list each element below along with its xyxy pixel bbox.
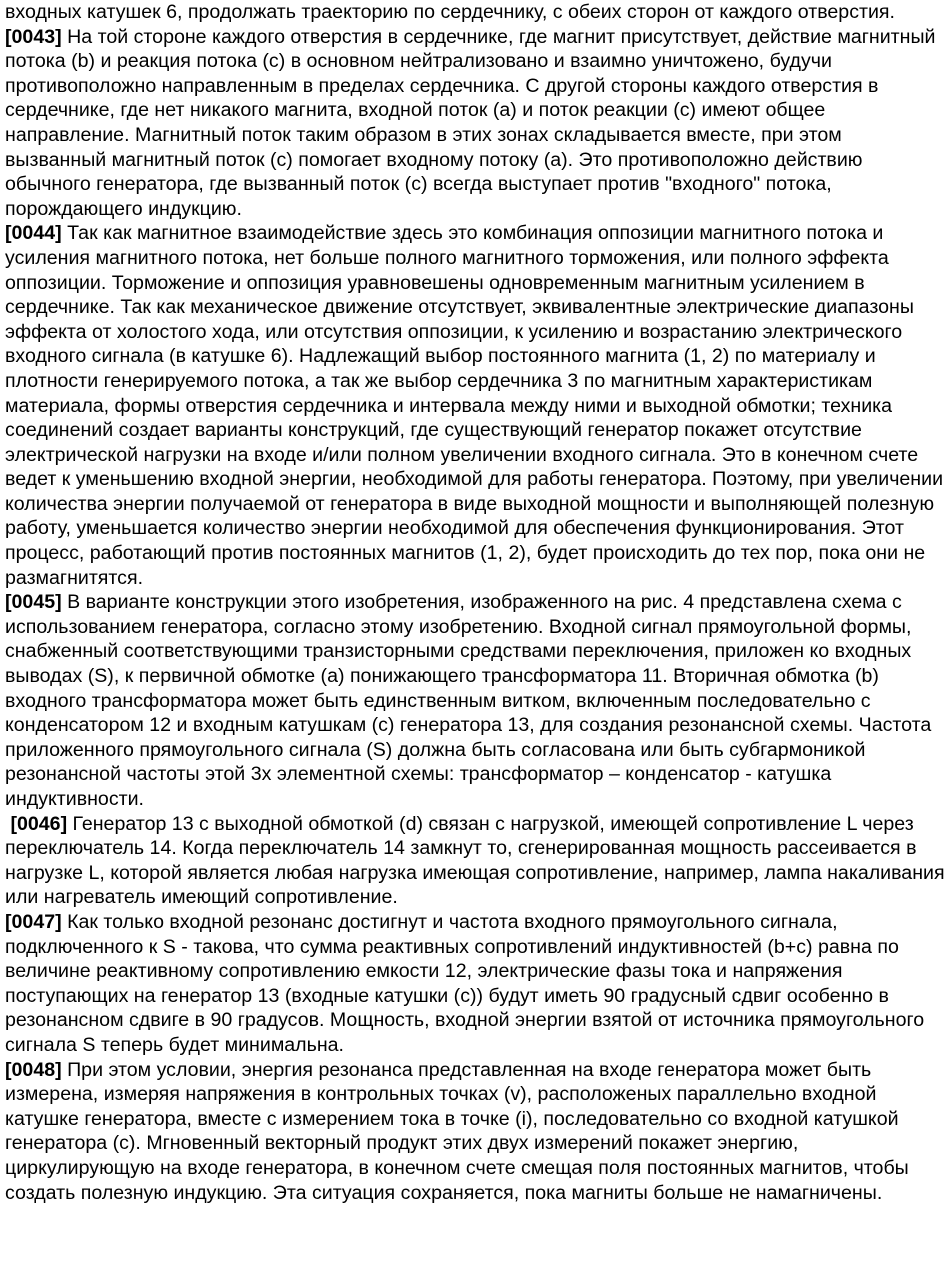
paragraph-text: Как только входной резонанс достигнут и частота входного прямоугольного сигнала, подключенного к S - такова, что сумма реактивных сопротивлений индуктивностей (b+c) равна по величине реактивному сопротивлению емкости 12, электрические фазы тока и напряжения поступающих на генератор 13 (входные катушки (с)) будут иметь 90 градусный сдвиг особенно в резонансном сдвиге в 90 градусов. Мощность, входной энергии взятой от источника прямоугольного сигнала S теперь будет минимальна. [5,910,925,1056]
paragraph-text: На той стороне каждого отверстия в сердечнике, где магнит присутствует, действие магнитный потока (b) и реакция потока (с) в основном нейтрализовано и взаимно уничтожено, будучи противоположно направленным в пределах сердечника. С другой стороны каждого отверстия в сердечнике, где нет никакого магнита, входной поток (а) и поток реакции (с) имеют общее направление. Магнитный поток таким образом в этих зонах складывается вместе, при этом вызванный магнитный поток (с) помогает входному потоку (а). Это противоположно действию обычного генератора, где вызванный поток (с) всегда выступает против "входного" потока, порождающего индукцию. [5,25,936,220]
paragraph-text: Так как магнитное взаимодействие здесь это комбинация оппозиции магнитного потока и усиления магнитного потока, нет больше полного магнитного торможения, или полного эффекта оппозиции. Торможение и оппозиция уравновешены одновременным магнитным усилением в сердечнике. Так как механическое движение отсутствует, эквивалентные электрические диапазоны эффекта от холостого хода, или отсутствия оппозиции, к усилению и возрастанию электрического входного сигнала (в катушке 6). Надлежащий выбор постоянного магнита (1, 2) по материалу и плотности генерируемого потока, а так же выбор сердечника 3 по магнитным характеристикам материала, формы отверстия сердечника и интервала между ними и выходной обмотки; техника соединений создает варианты конструкций, где существующий генератор покажет отсутствие электрической нагрузки на входе и/или полном увеличении входного сигнала. Это в конечном счете ведет к уменьшению входной энергии, необходимой для работы генератора. Поэтому, при увеличении количества энергии получаемой от генератора в виде выходной мощности и выполняющей полезную работу, уменьшается количество энергии необходимой для обеспечения функционирования. Этот процесс, работающий против постоянных магнитов (1, 2), будет происходить до тех пор, пока они не размагнитятся. [5,222,944,589]
paragraph-0046 [5,812,946,910]
paragraph-0045 [5,590,946,811]
paragraph-0044 [5,221,946,590]
paragraph-0047 [5,910,946,1058]
paragraph-number: [0045] [5,591,62,614]
paragraph-number: [0047] [5,910,62,933]
paragraph-text: В варианте конструкции этого изобретения, изображенного на рис. 4 представлена схема с использованием генератора, согласно этому изобретению. Входной сигнал прямоугольной формы, снабженный соответствующими транзисторными средствами переключения, приложен ко входных выводах (S), к первичной обмотке (а) понижающего трансформатора 11. Вторичная обмотка (b) входного трансформатора может быть единственным витком, включенным последовательно с конденсатором 12 и входным катушкам (с) генератора 13, для создания резонансной схемы. Частота приложенного прямоугольного сигнала (S) должна быть согласована или быть субгармоникой резонансной частоты этой 3х элементной схемы: трансформатор – конденсатор - катушка индуктивности. [5,591,932,810]
paragraph-number: [0043] [5,25,62,48]
paragraph-text: При этом условии, энергия резонанса представленная на входе генератора может быть измерена, измеряя напряжения в контрольных точках (v), расположеных параллельно входной катушке генератора, вместе с измерением тока в точке (i), последовательно со входной катушкой генератора (с). Мгновенный векторный продукт этих двух измерений покажет энергию, циркулирующую на входе генератора, в конечном счете смещая поля постоянных магнитов, чтобы создать полезную индукцию. Эта ситуация сохраняется, пока магниты больше не намагничены. [5,1058,909,1204]
paragraph-text: Генератор 13 с выходной обмоткой (d) связан с нагрузкой, имеющей сопротивление L через переключатель 14. Когда переключатель 14 замкнут то, сгенерированная мощность рассеивается в нагрузке L, которой является любая нагрузка имеющая сопротивление, например, лампа накаливания или нагреватель имеющий сопротивление. [5,812,945,909]
paragraph-number: [0046] [10,812,68,835]
paragraph-number: [0048] [5,1058,62,1081]
paragraph-text: входных катушек 6, продолжать траекторию по сердечнику, с обеих сторон от каждого отверстия. [5,1,895,23]
paragraph-0048 [5,1058,946,1206]
paragraph-number: [0044] [5,222,62,245]
paragraph-0043 [5,25,946,222]
paragraph-continuation [5,0,946,25]
